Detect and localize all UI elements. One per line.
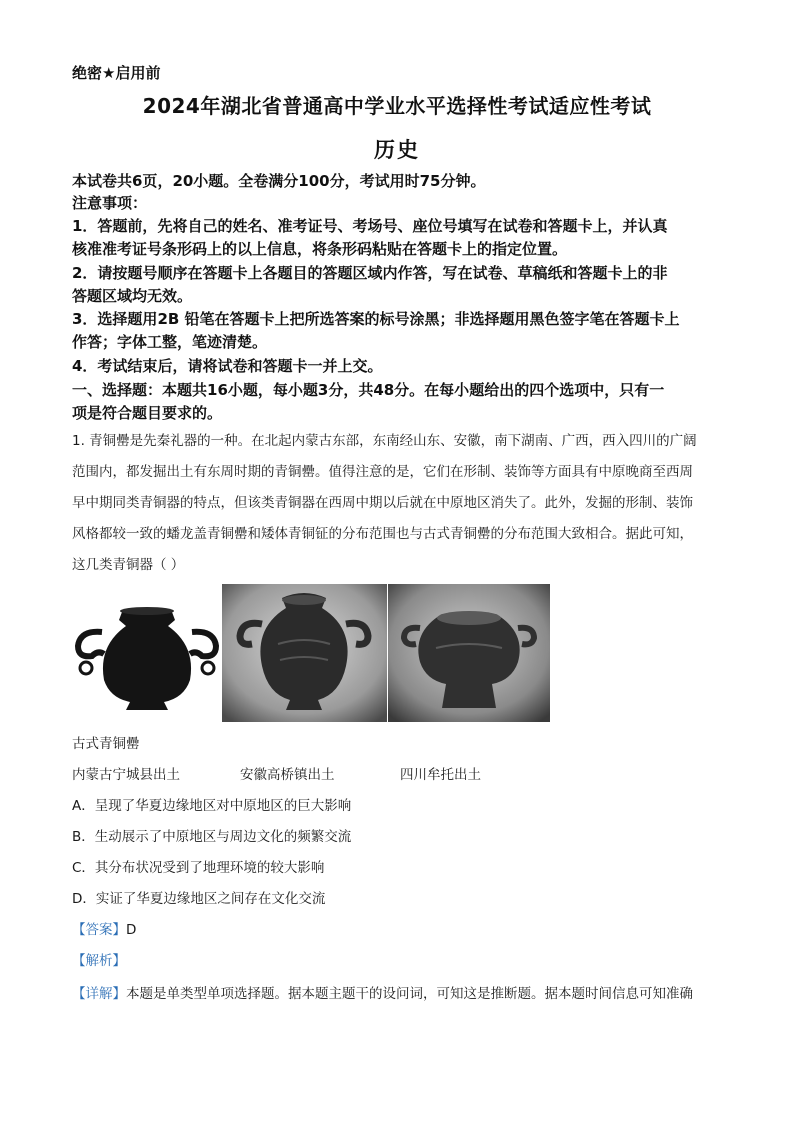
notice-item-1-line-1: 1．答题前，先将自己的姓名、准考证号、考场号、座位号填写在试卷和答题卡上，并认真 bbox=[72, 217, 668, 235]
subject-title: 历史 bbox=[374, 138, 420, 162]
analysis-tag: 【解析】 bbox=[72, 953, 126, 969]
section-heading-line-1: 一、选择题：本题共16小题，每小题3分，共48分。在每小题给出的四个选项中，只有一 bbox=[72, 381, 665, 399]
notice-item-3-line-2: 作答；字体工整，笔迹清楚。 bbox=[72, 333, 268, 351]
question-1-stem-line-5: 这几类青铜器（ ） bbox=[72, 557, 185, 573]
exam-title: 2024年湖北省普通高中学业水平选择性考试适应性考试 bbox=[142, 94, 652, 118]
bronze-vessel-image-mutuo bbox=[388, 584, 550, 722]
detail-line bbox=[72, 983, 722, 1005]
option-a: A．呈现了华夏边缘地区对中原地区的巨大影响 bbox=[72, 798, 352, 814]
answer-value: D bbox=[126, 922, 137, 938]
image-caption-ningcheng: 内蒙古宁城县出土 bbox=[72, 767, 180, 783]
analysis-line bbox=[72, 950, 722, 972]
notice-heading: 注意事项： bbox=[72, 194, 148, 212]
exam-summary: 本试卷共6页，20小题。全卷满分100分，考试用时75分钟。 bbox=[72, 172, 486, 190]
option-d: D．实证了华夏边缘地区之间存在文化交流 bbox=[72, 891, 326, 907]
notice-item-1-line-2: 核准准考证号条形码上的以上信息，将条形码粘贴在答题卡上的指定位置。 bbox=[72, 240, 568, 258]
notice-item-4: 4．考试结束后，请将试卷和答题卡一并上交。 bbox=[72, 357, 383, 375]
notice-item-2-line-2: 答题区域均无效。 bbox=[72, 287, 193, 305]
bronze-vessel-image-ningcheng bbox=[72, 584, 222, 722]
image-caption-gaoqiao: 安徽高桥镇出土 bbox=[240, 767, 335, 783]
answer-tag: 【答案】 bbox=[72, 922, 126, 938]
option-b: B．生动展示了中原地区与周边文化的频繁交流 bbox=[72, 829, 352, 845]
notice-item-2-line-1: 2．请按题号顺序在答题卡上各题目的答题区域内作答，写在试卷、草稿纸和答题卡上的非 bbox=[72, 264, 668, 282]
notice-item-3-line-1: 3．选择题用2B 铅笔在答题卡上把所选答案的标号涂黑；非选择题用黑色签字笔在答题卡上 bbox=[72, 310, 680, 328]
question-1-stem-line-1: 1. 青铜罍是先秦礼器的一种。在北起内蒙古东部，东南经山东、安徽，南下湖南、广西，西入四川的广阔 bbox=[72, 433, 697, 449]
secret-label: 绝密★启用前 bbox=[72, 64, 161, 82]
answer-line bbox=[72, 919, 722, 941]
detail-text: 本题是单类型单项选择题。据本题主题干的设问词，可知这是推断题。据本题时间信息可知准确 bbox=[126, 986, 693, 1002]
bronze-vessel-image-gaoqiao bbox=[222, 584, 387, 722]
image-caption-title: 古式青铜罍 bbox=[72, 736, 140, 752]
question-1-stem-line-4: 风格都较一致的蟠龙盖青铜罍和矮体青铜钲的分布范围也与古式青铜罍的分布范围大致相合。据此可知， bbox=[72, 526, 693, 542]
section-heading-line-2: 项是符合题目要求的。 bbox=[72, 404, 223, 422]
image-caption-mutuo: 四川牟托出土 bbox=[400, 767, 481, 783]
question-1-stem-line-3: 早中期同类青铜器的特点，但该类青铜器在西周中期以后就在中原地区消失了。此外，发掘的形制、装饰 bbox=[72, 495, 693, 511]
option-c: C．其分布状况受到了地理环境的较大影响 bbox=[72, 860, 325, 876]
bronze-vessel-images bbox=[72, 584, 550, 722]
detail-tag: 【详解】 bbox=[72, 986, 126, 1002]
question-1-stem-line-2: 范围内，都发掘出土有东周时期的青铜罍。值得注意的是，它们在形制、装饰等方面具有中原晚商至西周 bbox=[72, 464, 693, 480]
